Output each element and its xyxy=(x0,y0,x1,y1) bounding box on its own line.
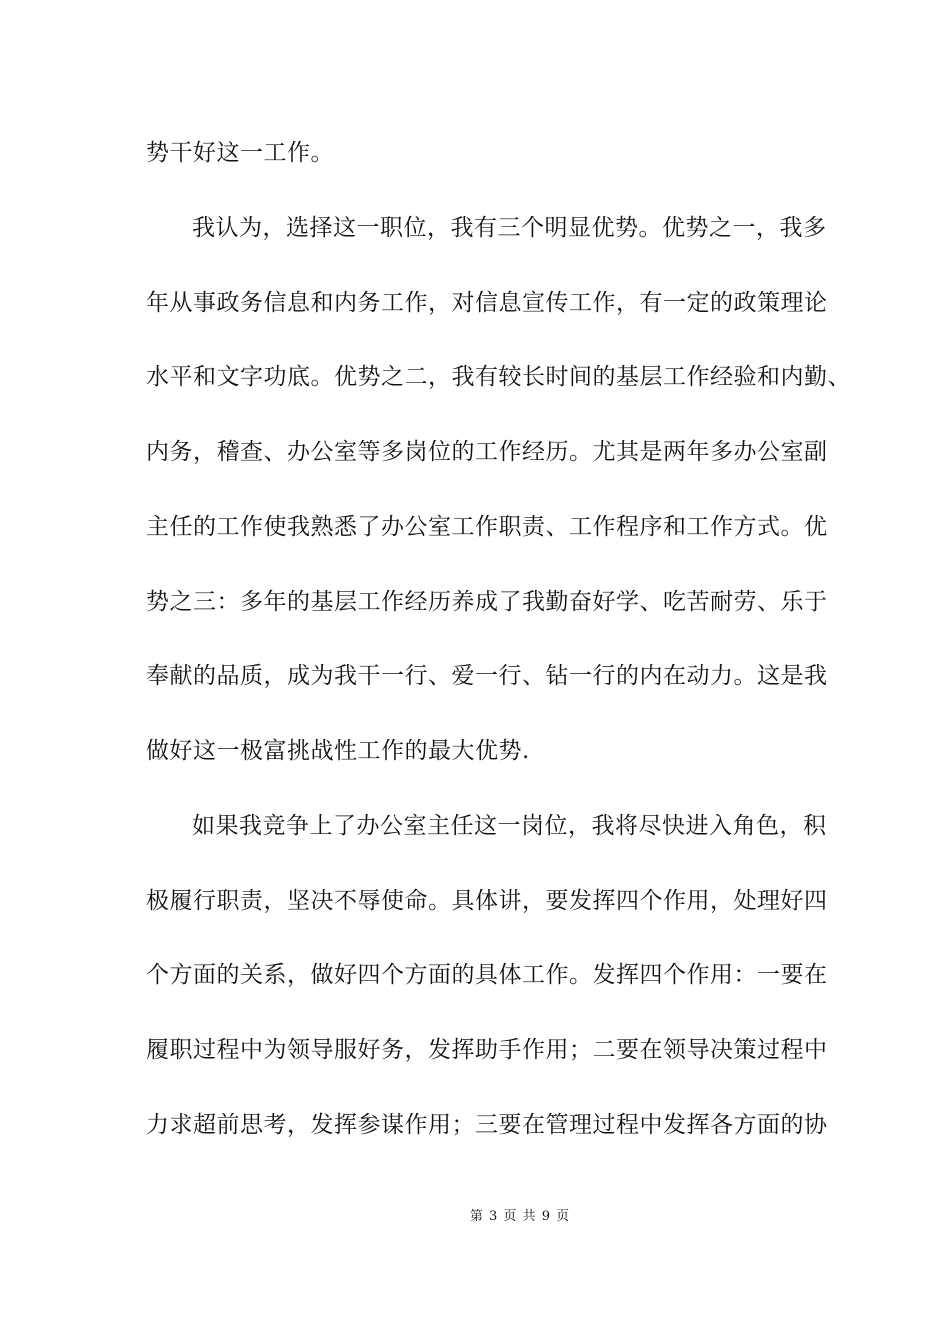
text-line-1: 势干好这一工作。 xyxy=(146,140,334,166)
text-line-11: 极履行职责，坚决不辱使命。具体讲，要发挥四个作用，处理好四 xyxy=(146,888,828,914)
text-line-7: 势之三：多年的基层工作经历养成了我勤奋好学、吃苦耐劳、乐于 xyxy=(146,589,828,615)
text-line-3: 年从事政务信息和内务工作，对信息宣传工作，有一定的政策理论 xyxy=(146,290,828,316)
text-line-12: 个方面的关系，做好四个方面的具体工作。发挥四个作用：一要在 xyxy=(146,962,828,988)
text-line-13: 履职过程中为领导服好务，发挥助手作用；二要在领导决策过程中 xyxy=(146,1037,828,1063)
text-line-9: 做好这一极富挑战性工作的最大优势. xyxy=(146,738,530,764)
text-line-14: 力求超前思考，发挥参谋作用；三要在管理过程中发挥各方面的协 xyxy=(146,1112,828,1138)
text-line-2: 我认为，选择这一职位，我有三个明显优势。优势之一，我多 xyxy=(192,215,827,241)
text-line-10: 如果我竞争上了办公室主任这一岗位，我将尽快进入角色，积 xyxy=(192,813,827,839)
text-line-4: 水平和文字功底。优势之二，我有较长时间的基层工作经验和内勤、 xyxy=(146,364,851,390)
text-line-8: 奉献的品质，成为我干一行、爱一行、钻一行的内在动力。这是我 xyxy=(146,663,828,689)
text-line-6: 主任的工作使我熟悉了办公室工作职责、工作程序和工作方式。优 xyxy=(146,514,828,540)
text-line-5: 内务，稽查、办公室等多岗位的工作经历。尤其是两年多办公室副 xyxy=(146,439,828,465)
page-number-footer: 第 3 页 共 9 页 xyxy=(469,1209,571,1224)
